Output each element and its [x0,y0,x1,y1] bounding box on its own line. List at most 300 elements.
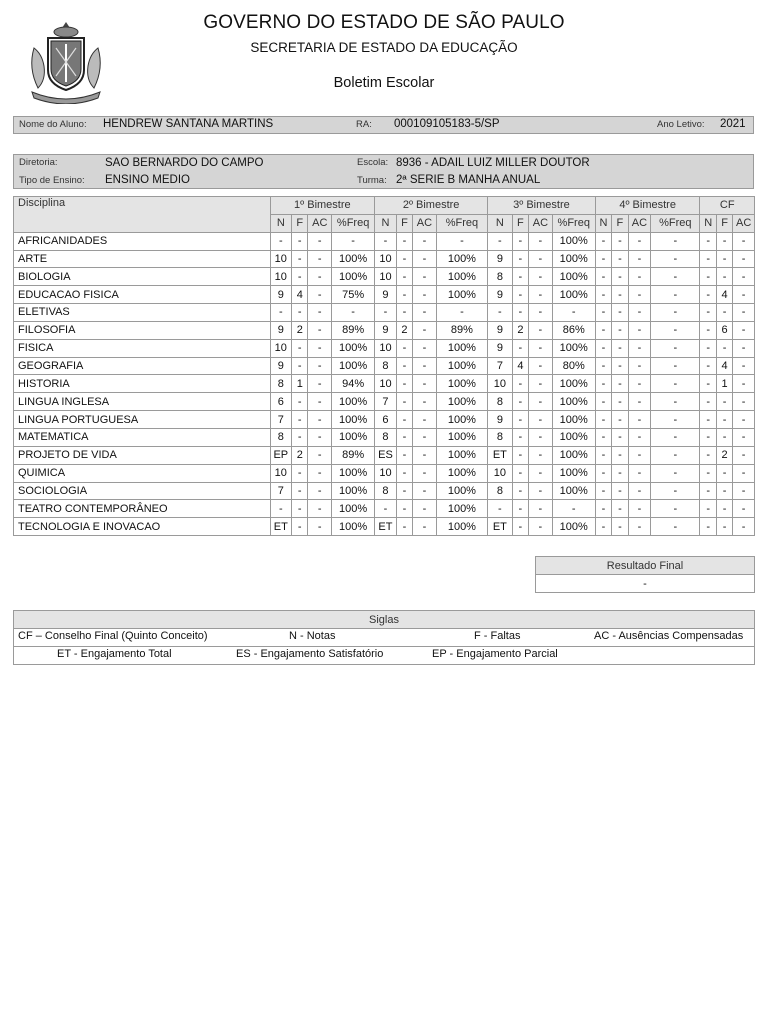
grade-cell: - [413,464,437,482]
grade-cell: ET [488,518,513,536]
grade-cell: - [651,286,700,304]
grade-cell: - [332,304,375,322]
grade-cell: - [716,393,732,411]
grade-cell: 4 [292,286,308,304]
grade-cell: - [396,304,412,322]
grade-cell: - [292,482,308,500]
grades-body [14,232,755,535]
grade-cell: 2 [716,446,732,464]
grade-cell: - [512,446,528,464]
student-name: HENDREW SANTANA MARTINS [103,118,274,130]
grade-cell: - [396,357,412,375]
grade-cell: 100% [436,286,487,304]
table-row [14,411,755,429]
grade-cell: 100% [552,250,595,268]
grade-cell: - [529,339,553,357]
grade-cell: - [628,446,651,464]
ra-value: 000109105183-5/SP [394,118,500,130]
sub-header-4-ac: AC [628,214,651,232]
grade-cell: - [308,268,332,286]
grade-cell: - [292,393,308,411]
sub-header-3-ac: AC [529,214,553,232]
grade-cell: 8 [488,393,513,411]
grade-cell: - [396,428,412,446]
grade-cell: - [595,286,611,304]
grade-cell: - [413,286,437,304]
grade-cell: - [612,357,628,375]
grade-cell: 100% [552,518,595,536]
grade-cell: - [413,321,437,339]
grade-cell: - [628,286,651,304]
grade-cell: - [308,304,332,322]
grade-cell: - [512,304,528,322]
grade-cell: 100% [436,357,487,375]
sub-header-1-ac: AC [308,214,332,232]
grade-cell: EP [270,446,292,464]
sub-header-cf-f: F [716,214,732,232]
grade-cell: - [612,393,628,411]
sub-header-4-f: F [612,214,628,232]
grade-cell: 10 [270,339,292,357]
grade-cell: - [595,321,611,339]
grade-cell: - [700,268,716,286]
grade-cell: - [595,375,611,393]
grade-cell: - [512,286,528,304]
grade-cell: - [628,375,651,393]
grade-cell: - [733,268,755,286]
sub-header-4-freq: %Freq [651,214,700,232]
grade-cell: - [488,500,513,518]
grade-cell: - [375,232,397,250]
grade-cell: ET [488,446,513,464]
grade-cell: - [308,518,332,536]
grade-cell: 9 [488,250,513,268]
grade-cell: - [292,304,308,322]
grade-cell: - [529,268,553,286]
grade-cell: - [700,393,716,411]
grade-cell: - [733,250,755,268]
grade-cell: 100% [436,411,487,429]
grade-cell: 100% [436,339,487,357]
grade-cell: - [628,250,651,268]
grade-cell: - [529,411,553,429]
tipo-ensino-label: Tipo de Ensino: [19,175,85,186]
grade-cell: - [651,250,700,268]
grade-cell: - [700,411,716,429]
grade-cell: - [396,411,412,429]
discipline-name: FISICA [14,339,271,357]
grade-cell: 10 [488,464,513,482]
grade-cell: - [612,250,628,268]
grade-cell: 100% [552,268,595,286]
grade-cell: 100% [436,428,487,446]
grade-cell: 10 [375,268,397,286]
abbrev-cf: CF – Conselho Final (Quinto Conceito) [18,630,208,642]
grade-cell: - [270,500,292,518]
grade-cell: - [716,464,732,482]
grade-cell: - [270,304,292,322]
grade-cell: - [529,518,553,536]
grade-cell: 8 [270,375,292,393]
grade-cell: - [396,464,412,482]
period-header-4: 4º Bimestre [595,197,700,215]
grade-cell: - [612,268,628,286]
grade-cell: - [733,428,755,446]
grade-cell: 6 [375,411,397,429]
grade-cell: - [529,286,553,304]
abbrev-n: N - Notas [289,630,336,642]
grade-cell: 9 [488,411,513,429]
grade-cell: - [396,446,412,464]
sub-header-3-f: F [512,214,528,232]
period-header-3: 3º Bimestre [488,197,596,215]
grade-cell: - [308,393,332,411]
grade-cell: 100% [436,482,487,500]
grade-cell: 100% [436,500,487,518]
table-row [14,464,755,482]
grade-cell: - [308,286,332,304]
grade-cell: 100% [332,268,375,286]
grade-cell: - [651,393,700,411]
grade-cell: 8 [375,482,397,500]
sub-header-3-n: N [488,214,513,232]
table-row [14,375,755,393]
grade-cell: 6 [270,393,292,411]
sub-header-4-n: N [595,214,611,232]
grade-cell: 7 [375,393,397,411]
grade-cell: 1 [292,375,308,393]
grade-cell: 9 [488,339,513,357]
grade-cell: - [413,411,437,429]
table-row [14,268,755,286]
grade-cell: - [413,393,437,411]
grade-cell: - [628,339,651,357]
sub-header-2-freq: %Freq [436,214,487,232]
grade-cell: 100% [552,286,595,304]
grade-cell: - [552,304,595,322]
grade-cell: - [612,411,628,429]
grade-cell: - [716,500,732,518]
grade-cell: 86% [552,321,595,339]
grade-cell: 2 [292,446,308,464]
grade-cell: - [716,518,732,536]
grade-cell: - [512,393,528,411]
grade-cell: - [651,428,700,446]
final-result-label: Resultado Final [536,557,755,575]
grade-cell: 10 [270,464,292,482]
grade-cell: - [733,482,755,500]
school-info-bar [13,154,754,189]
grade-cell: - [700,446,716,464]
grade-cell: 9 [488,286,513,304]
grade-cell: - [651,357,700,375]
grade-cell: 100% [436,464,487,482]
diretoria-value: SAO BERNARDO DO CAMPO [105,157,264,169]
grade-cell: - [628,428,651,446]
grade-cell: - [595,357,611,375]
grade-cell: - [716,428,732,446]
grade-cell: 10 [375,250,397,268]
grade-cell: - [308,482,332,500]
grade-cell: 100% [552,428,595,446]
grade-cell: 6 [716,321,732,339]
grade-cell: - [292,268,308,286]
grade-cell: - [292,500,308,518]
grade-cell: 100% [552,446,595,464]
grade-cell: - [612,286,628,304]
table-row [14,446,755,464]
grade-cell: - [628,304,651,322]
table-row [14,393,755,411]
grade-cell: - [552,500,595,518]
grade-cell: - [595,500,611,518]
grade-cell: - [628,500,651,518]
grade-cell: 9 [375,321,397,339]
grade-cell: - [292,232,308,250]
table-row [14,482,755,500]
grade-cell: - [292,464,308,482]
table-row [14,500,755,518]
grade-cell: 8 [375,428,397,446]
table-row [14,321,755,339]
grade-cell: - [733,518,755,536]
grade-cell: 9 [375,286,397,304]
grade-cell: - [651,446,700,464]
grade-cell: - [270,232,292,250]
grade-cell: 100% [332,357,375,375]
grade-cell: - [595,446,611,464]
grade-cell: - [529,357,553,375]
turma-value: 2ª SERIE B MANHA ANUAL [396,174,541,186]
grade-cell: - [700,482,716,500]
grade-cell: 10 [375,339,397,357]
grade-cell: - [396,339,412,357]
grade-cell: - [700,518,716,536]
grade-cell: - [396,518,412,536]
grade-cell: - [651,375,700,393]
table-row [14,286,755,304]
grade-cell: - [628,518,651,536]
discipline-name: BIOLOGIA [14,268,271,286]
grade-cell: 7 [270,482,292,500]
grade-cell: 100% [332,482,375,500]
grade-cell: - [512,411,528,429]
grade-cell: 9 [270,357,292,375]
discipline-name: AFRICANIDADES [14,232,271,250]
grade-cell: 89% [436,321,487,339]
grade-cell: - [733,304,755,322]
grade-cell: - [595,464,611,482]
grade-cell: - [700,304,716,322]
grade-cell: - [700,286,716,304]
grade-cell: - [292,518,308,536]
grade-cell: - [488,232,513,250]
discipline-name: ARTE [14,250,271,268]
discipline-name: PROJETO DE VIDA [14,446,271,464]
final-result-table [535,556,755,593]
grade-cell: - [733,321,755,339]
grade-cell: - [700,321,716,339]
grade-cell: - [595,393,611,411]
grade-cell: 10 [270,250,292,268]
grade-cell: 100% [552,339,595,357]
grade-cell: - [512,250,528,268]
grade-cell: - [700,250,716,268]
grade-cell: 8 [488,482,513,500]
grade-cell: 100% [332,500,375,518]
grade-cell: 100% [332,464,375,482]
discipline-name: EDUCACAO FISICA [14,286,271,304]
grade-cell: - [292,339,308,357]
grade-cell: - [512,464,528,482]
grade-cell: - [733,393,755,411]
grade-cell: - [595,250,611,268]
grade-cell: - [396,393,412,411]
grade-cell: - [651,304,700,322]
discipline-name: HISTORIA [14,375,271,393]
abbrev-ac: AC - Ausências Compensadas [594,630,744,642]
grade-cell: 10 [270,268,292,286]
grade-cell: 7 [488,357,513,375]
grade-cell: 4 [716,286,732,304]
table-row [14,232,755,250]
grade-cell: - [488,304,513,322]
grade-cell: - [512,428,528,446]
grade-cell: - [612,428,628,446]
abbrev-ep: EP - Engajamento Parcial [432,648,558,660]
grade-cell: - [733,375,755,393]
discipline-name: ELETIVAS [14,304,271,322]
grade-cell: - [512,268,528,286]
grade-cell: - [512,482,528,500]
grade-cell: 89% [332,446,375,464]
sub-header-1-n: N [270,214,292,232]
table-row [14,357,755,375]
sub-header-cf-n: N [700,214,716,232]
year-value: 2021 [720,118,746,130]
grade-cell: 100% [332,339,375,357]
grade-cell: 100% [552,375,595,393]
grade-cell: 100% [552,464,595,482]
grade-cell: - [595,232,611,250]
grade-cell: - [628,464,651,482]
grade-cell: 100% [332,428,375,446]
grade-cell: - [413,250,437,268]
discipline-name: TEATRO CONTEMPORÂNEO [14,500,271,518]
grade-cell: - [733,232,755,250]
grade-cell: - [595,482,611,500]
grade-cell: - [700,500,716,518]
grade-cell: 94% [332,375,375,393]
grade-cell: - [651,232,700,250]
discipline-header: Disciplina [14,197,271,233]
grade-cell: 100% [332,250,375,268]
grade-cell: 9 [488,321,513,339]
table-row [14,339,755,357]
grade-cell: - [375,304,397,322]
grade-cell: - [612,464,628,482]
grade-cell: - [308,446,332,464]
grade-cell: 80% [552,357,595,375]
grade-cell: - [716,411,732,429]
grade-cell: - [612,304,628,322]
grade-cell: - [733,464,755,482]
grade-cell: - [308,375,332,393]
grade-cell: 8 [375,357,397,375]
grade-cell: - [529,446,553,464]
discipline-name: MATEMATICA [14,428,271,446]
grade-cell: - [413,428,437,446]
grade-cell: - [292,411,308,429]
grade-cell: - [716,339,732,357]
grade-cell: - [308,464,332,482]
grade-cell: - [413,482,437,500]
grade-cell: - [700,339,716,357]
grade-cell: - [308,250,332,268]
grade-cell: - [651,339,700,357]
report-title: Boletim Escolar [333,75,435,91]
grade-cell: - [529,500,553,518]
grade-cell: - [651,321,700,339]
sub-header-3-freq: %Freq [552,214,595,232]
grade-cell: - [651,500,700,518]
grade-cell: - [733,411,755,429]
grade-cell: ET [375,518,397,536]
grade-cell: - [612,500,628,518]
grade-cell: 8 [270,428,292,446]
grade-cell: - [396,232,412,250]
grade-cell: 9 [270,286,292,304]
grade-cell: 100% [436,518,487,536]
grade-cell: - [612,232,628,250]
grade-cell: - [529,428,553,446]
sub-header-2-n: N [375,214,397,232]
grade-cell: 7 [270,411,292,429]
grade-cell: 100% [332,393,375,411]
grade-cell: - [595,304,611,322]
grade-cell: - [375,500,397,518]
abbrev-et: ET - Engajamento Total [57,648,172,660]
grade-cell: 75% [332,286,375,304]
grade-cell: - [716,482,732,500]
grade-cell: - [595,339,611,357]
grade-cell: 4 [512,357,528,375]
grade-cell: - [700,357,716,375]
grade-cell: - [595,518,611,536]
grade-cell: - [396,268,412,286]
grade-cell: - [529,464,553,482]
government-title: GOVERNO DO ESTADO DE SÃO PAULO [203,12,565,33]
grade-cell: - [529,321,553,339]
grade-cell: 100% [436,268,487,286]
grade-cell: 100% [552,411,595,429]
grade-cell: - [651,518,700,536]
grade-cell: - [413,268,437,286]
grade-cell: 2 [396,321,412,339]
grade-cell: - [308,232,332,250]
grade-cell: - [529,250,553,268]
grade-cell: - [612,482,628,500]
table-row [14,304,755,322]
grade-cell: - [651,464,700,482]
grade-cell: - [716,304,732,322]
sub-header-1-f: F [292,214,308,232]
grade-cell: - [413,500,437,518]
grade-cell: 1 [716,375,732,393]
grade-cell: 100% [436,446,487,464]
discipline-name: QUIMICA [14,464,271,482]
grade-cell: - [612,339,628,357]
